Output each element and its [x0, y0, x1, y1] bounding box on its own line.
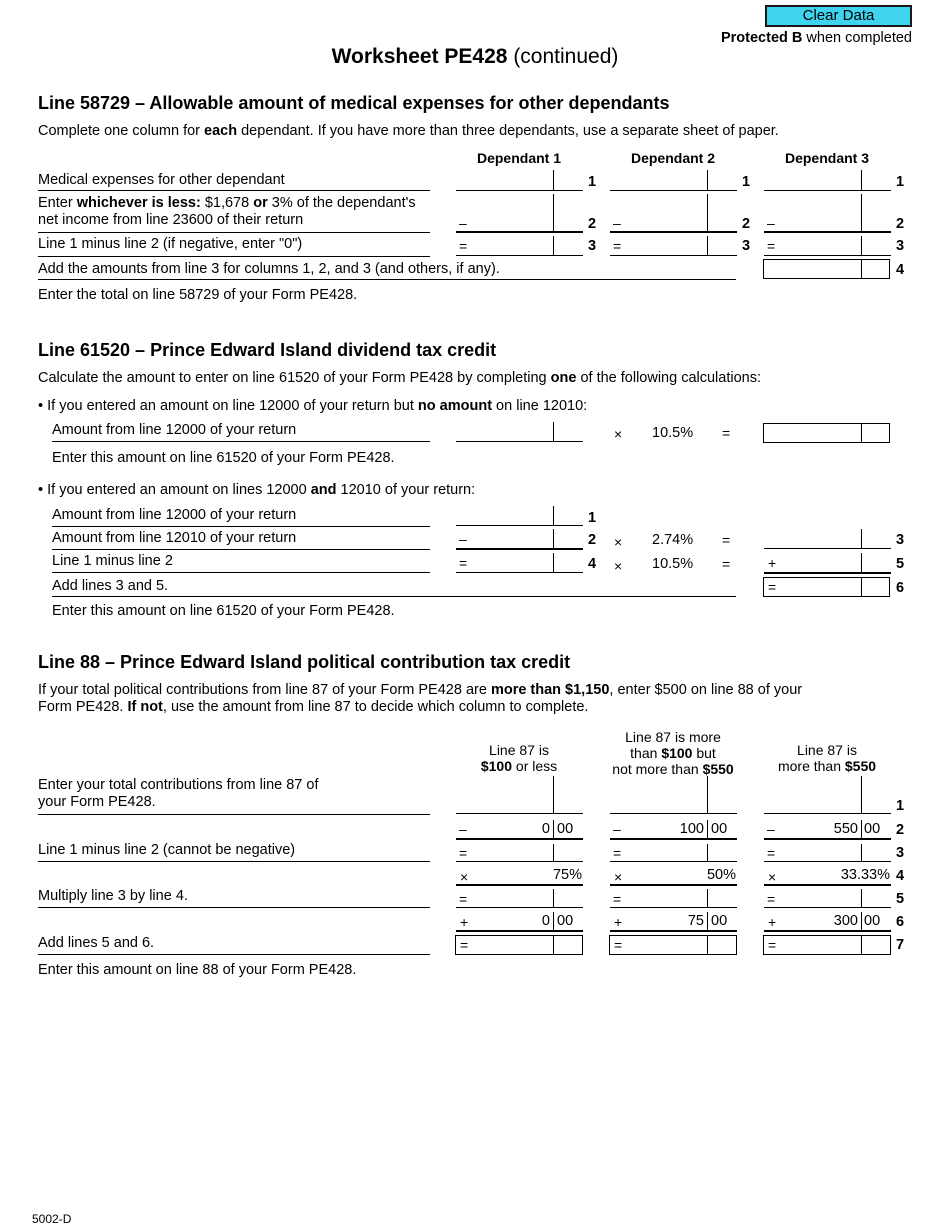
b2-line4-input[interactable] [472, 554, 551, 571]
line-number: 2 [588, 216, 597, 232]
intro-bold: If not [127, 699, 163, 715]
minus-sign: – [613, 821, 621, 837]
b2-rate1: 2.74% [652, 532, 694, 548]
col-header-bold: $550 [844, 758, 877, 774]
bullet-both-lines [38, 482, 475, 499]
bullet-text: • If you entered an amount on line 12000 of your return but [38, 398, 418, 414]
line-number: 3 [742, 238, 751, 254]
label-text: $1,678 [200, 195, 254, 211]
col3-line6-cents: 00 [864, 913, 881, 929]
line-number: 5 [896, 891, 905, 907]
col3-rate: 33.33% [840, 867, 890, 883]
row-total-contributions-label: Enter your total contributions from line 87 of [38, 777, 319, 793]
page-title-suffix: (continued) [507, 45, 619, 68]
equals-sign: = [614, 937, 623, 953]
minus-sign: – [767, 821, 775, 837]
b2-line6-input[interactable] [781, 579, 859, 595]
line-number: 1 [588, 510, 597, 526]
intro-bold: more than $1,150 [490, 682, 610, 698]
equals-sign: = [722, 425, 731, 441]
equals-sign: = [767, 891, 776, 907]
col2-line6-cents: 00 [711, 913, 728, 929]
dependant-1-line2-input[interactable] [472, 213, 551, 230]
col2-line2-cents: 00 [711, 821, 728, 837]
plus-sign: + [768, 914, 777, 930]
dependant-3-line2-input[interactable] [780, 213, 859, 230]
row-multiply-label: Multiply line 3 by line 4. [38, 888, 188, 904]
row-line1-minus-line2-label: Line 1 minus line 2 (if negative, enter "0") [38, 236, 303, 252]
total-58729-input[interactable] [767, 261, 859, 277]
b1-amount-label: Amount from line 12000 of your return [52, 422, 297, 438]
section-58729-title: Line 58729 – Allowable amount of medical expenses for other dependants [38, 93, 670, 113]
equals-sign: = [459, 238, 468, 254]
dependant-2-line3-input[interactable] [626, 237, 705, 254]
b1-rate: 10.5% [652, 425, 694, 441]
b2-line5-input[interactable] [781, 554, 859, 571]
line-number: 4 [588, 556, 597, 572]
col-header-line: Line 87 is more [625, 729, 721, 745]
dependant-3-line1-input[interactable] [766, 172, 859, 189]
line-number: 1 [588, 174, 597, 190]
col3-line2-dollars: 550 [833, 821, 858, 837]
intro-text: dependant. If you have more than three dependants, use a separate sheet of paper. [237, 123, 779, 139]
col-header-bold: $100 [480, 758, 513, 774]
col-header-bold: $550 [702, 761, 734, 777]
col1-line1-input[interactable] [458, 795, 551, 812]
plus-sign: + [460, 914, 469, 930]
label-text: 3% of the dependant's [267, 195, 416, 211]
times-sign: × [614, 426, 623, 442]
col3-line6-dollars: 300 [833, 913, 858, 929]
b2-line3-input[interactable] [767, 530, 859, 547]
col-header-line [455, 758, 583, 774]
col3-line5-input[interactable] [780, 890, 859, 906]
col3-line1-input[interactable] [766, 795, 859, 812]
section-88-intro-2 [38, 699, 588, 716]
equals-sign: = [459, 891, 468, 907]
minus-sign: – [459, 215, 467, 231]
minus-sign: – [459, 531, 467, 547]
col-header-text: but [692, 745, 716, 761]
b2-line2-input[interactable] [472, 530, 551, 547]
dependant-3-line3-input[interactable] [780, 237, 859, 254]
col2-rate: 50% [706, 867, 736, 883]
line-number: 2 [742, 216, 751, 232]
line-number: 4 [896, 262, 905, 278]
bullet-no-12010 [38, 398, 587, 415]
col-header-line: Line 87 is [489, 742, 549, 758]
column-100-to-550-header [596, 729, 750, 777]
b2-row1-label: Amount from line 12000 of your return [52, 507, 297, 523]
b2-rate2: 10.5% [652, 556, 694, 572]
line-number: 7 [896, 937, 905, 953]
times-sign: × [460, 869, 469, 885]
dependant-1-line1-input[interactable] [458, 172, 551, 189]
col2-line7-input[interactable] [626, 937, 705, 953]
b2-row3-label: Line 1 minus line 2 [52, 553, 173, 569]
row-add-amounts-label: Add the amounts from line 3 for columns 1, 2, and 3 (and others, if any). [38, 261, 500, 277]
section-58729-intro [38, 123, 779, 140]
intro-text: Complete one column for [38, 123, 205, 139]
col3-line2-cents: 00 [864, 821, 881, 837]
col1-line6-dollars: 0 [541, 913, 550, 929]
row-add-lines-label: Add lines 5 and 6. [38, 935, 155, 951]
plus-sign: + [614, 914, 623, 930]
col1-line2-cents: 00 [557, 821, 574, 837]
col3-line3-input[interactable] [780, 844, 859, 860]
line-number: 3 [588, 238, 597, 254]
dependant-2-line2-input[interactable] [626, 213, 705, 230]
section-58729-note: Enter the total on line 58729 of your Form PE428. [38, 287, 358, 303]
line-number: 6 [896, 914, 905, 930]
column-more-than-550-header [763, 742, 891, 774]
equals-sign: = [767, 845, 776, 861]
col-header-text: not more than [612, 761, 703, 777]
times-sign: × [768, 869, 777, 885]
form-code: 5002-D [32, 1212, 72, 1226]
page-title [0, 45, 950, 69]
col-header-text: than [630, 745, 662, 761]
intro-text: Calculate the amount to enter on line 61520 of your Form PE428 by completing [38, 370, 551, 386]
row-medical-expenses-label: Medical expenses for other dependant [38, 172, 285, 188]
label-bold: or [253, 195, 268, 211]
col2-line1-input[interactable] [612, 795, 705, 812]
col2-line3-input[interactable] [626, 844, 705, 860]
equals-sign: = [613, 845, 622, 861]
times-sign: × [614, 869, 623, 885]
b1-result-input[interactable] [767, 425, 859, 441]
minus-sign: – [767, 215, 775, 231]
dependant-3-header: Dependant 3 [784, 150, 869, 166]
dependant-1-header: Dependant 1 [476, 150, 561, 166]
column-100-or-less-header [455, 742, 583, 774]
row-total-contributions-label-2: your Form PE428. [38, 794, 156, 810]
page-title-main: Worksheet PE428 [331, 45, 508, 68]
col1-line2-dollars: 0 [541, 821, 550, 837]
col-header-bold: $100 [661, 745, 693, 761]
equals-sign: = [613, 238, 622, 254]
col2-line5-input[interactable] [626, 890, 705, 906]
line-number: 2 [588, 532, 597, 548]
equals-sign: = [768, 937, 777, 953]
section-61520-title: Line 61520 – Prince Edward Island dividend tax credit [38, 340, 497, 360]
section-61520-intro [38, 370, 761, 387]
equals-sign: = [459, 555, 468, 571]
label-bold: whichever is less: [76, 195, 201, 211]
section-88-note: Enter this amount on line 88 of your Form PE428. [38, 962, 357, 978]
col2-line6-dollars: 75 [687, 913, 704, 929]
col3-line7-input[interactable] [780, 937, 859, 953]
col-header-line: Line 87 is [797, 742, 857, 758]
dependant-2-line1-input[interactable] [612, 172, 705, 189]
equals-sign: = [460, 937, 469, 953]
line-number: 2 [896, 216, 905, 232]
equals-sign: = [767, 238, 776, 254]
line-number: 1 [742, 174, 751, 190]
intro-text: , use the amount from line 87 to decide which column to complete. [162, 699, 589, 715]
line-number: 1 [896, 798, 905, 814]
minus-sign: – [459, 821, 467, 837]
col-header-line [596, 745, 750, 761]
times-sign: × [614, 534, 623, 550]
bullet-bold: no amount [417, 398, 493, 414]
intro-text: If your total political contributions from line 87 of your Form PE428 are [38, 682, 491, 698]
col-header-text: more than [777, 758, 845, 774]
b2-row2-label: Amount from line 12010 of your return [52, 530, 297, 546]
row-line1-minus-line2-label: Line 1 minus line 2 (cannot be negative) [38, 842, 296, 858]
col1-line5-input[interactable] [472, 890, 551, 906]
row-whichever-less-label-2: net income from line 23600 of their return [38, 212, 304, 228]
protected-notice [721, 30, 912, 46]
bullet-text: 12010 of your return: [336, 482, 476, 498]
line-number: 3 [896, 845, 905, 861]
section-88-title: Line 88 – Prince Edward Island political contribution tax credit [38, 652, 571, 672]
label-text: Enter [38, 195, 77, 211]
line-number: 5 [896, 556, 905, 572]
col1-line6-cents: 00 [557, 913, 574, 929]
equals-sign: = [722, 532, 731, 548]
col2-line2-dollars: 100 [679, 821, 704, 837]
col1-line3-input[interactable] [472, 844, 551, 860]
line-number: 4 [896, 868, 905, 884]
b1-note: Enter this amount on line 61520 of your Form PE428. [52, 450, 395, 466]
b2-row4-label: Add lines 3 and 5. [52, 578, 169, 594]
times-sign: × [614, 558, 623, 574]
intro-text: Form PE428. [38, 699, 128, 715]
col-header-line [763, 758, 891, 774]
line-number: 3 [896, 532, 905, 548]
row-whichever-less-label [38, 195, 416, 212]
col-header-line [596, 761, 750, 777]
col-header-text: or less [512, 758, 558, 774]
protected-suffix: when completed [802, 30, 912, 46]
col1-rate: 75% [552, 867, 582, 883]
equals-sign: = [722, 556, 731, 572]
clear-data-button[interactable]: Clear Data [765, 5, 912, 27]
protected-label: Protected B [720, 30, 803, 46]
line-number: 1 [896, 174, 905, 190]
line-number: 3 [896, 238, 905, 254]
bullet-bold: and [310, 482, 337, 498]
equals-sign: = [768, 579, 777, 595]
col1-line7-input[interactable] [472, 937, 551, 953]
intro-text: , enter $500 on line 88 of your [609, 682, 803, 698]
dependant-2-header: Dependant 2 [630, 150, 715, 166]
section-88-intro-1 [38, 682, 802, 699]
intro-text: of the following calculations: [576, 370, 761, 386]
equals-sign: = [459, 845, 468, 861]
line-number: 2 [896, 822, 905, 838]
dependant-1-line3-input[interactable] [472, 237, 551, 254]
minus-sign: – [613, 215, 621, 231]
intro-bold: each [204, 123, 238, 139]
b2-line1-input[interactable] [458, 507, 551, 524]
line-number: 6 [896, 580, 905, 596]
bullet-text: on line 12010: [492, 398, 588, 414]
intro-bold: one [550, 370, 577, 386]
b2-note: Enter this amount on line 61520 of your Form PE428. [52, 603, 395, 619]
bullet-text: • If you entered an amount on lines 12000 [38, 482, 311, 498]
b1-line12000-input[interactable] [458, 423, 551, 440]
equals-sign: = [613, 891, 622, 907]
plus-sign: + [768, 555, 777, 571]
